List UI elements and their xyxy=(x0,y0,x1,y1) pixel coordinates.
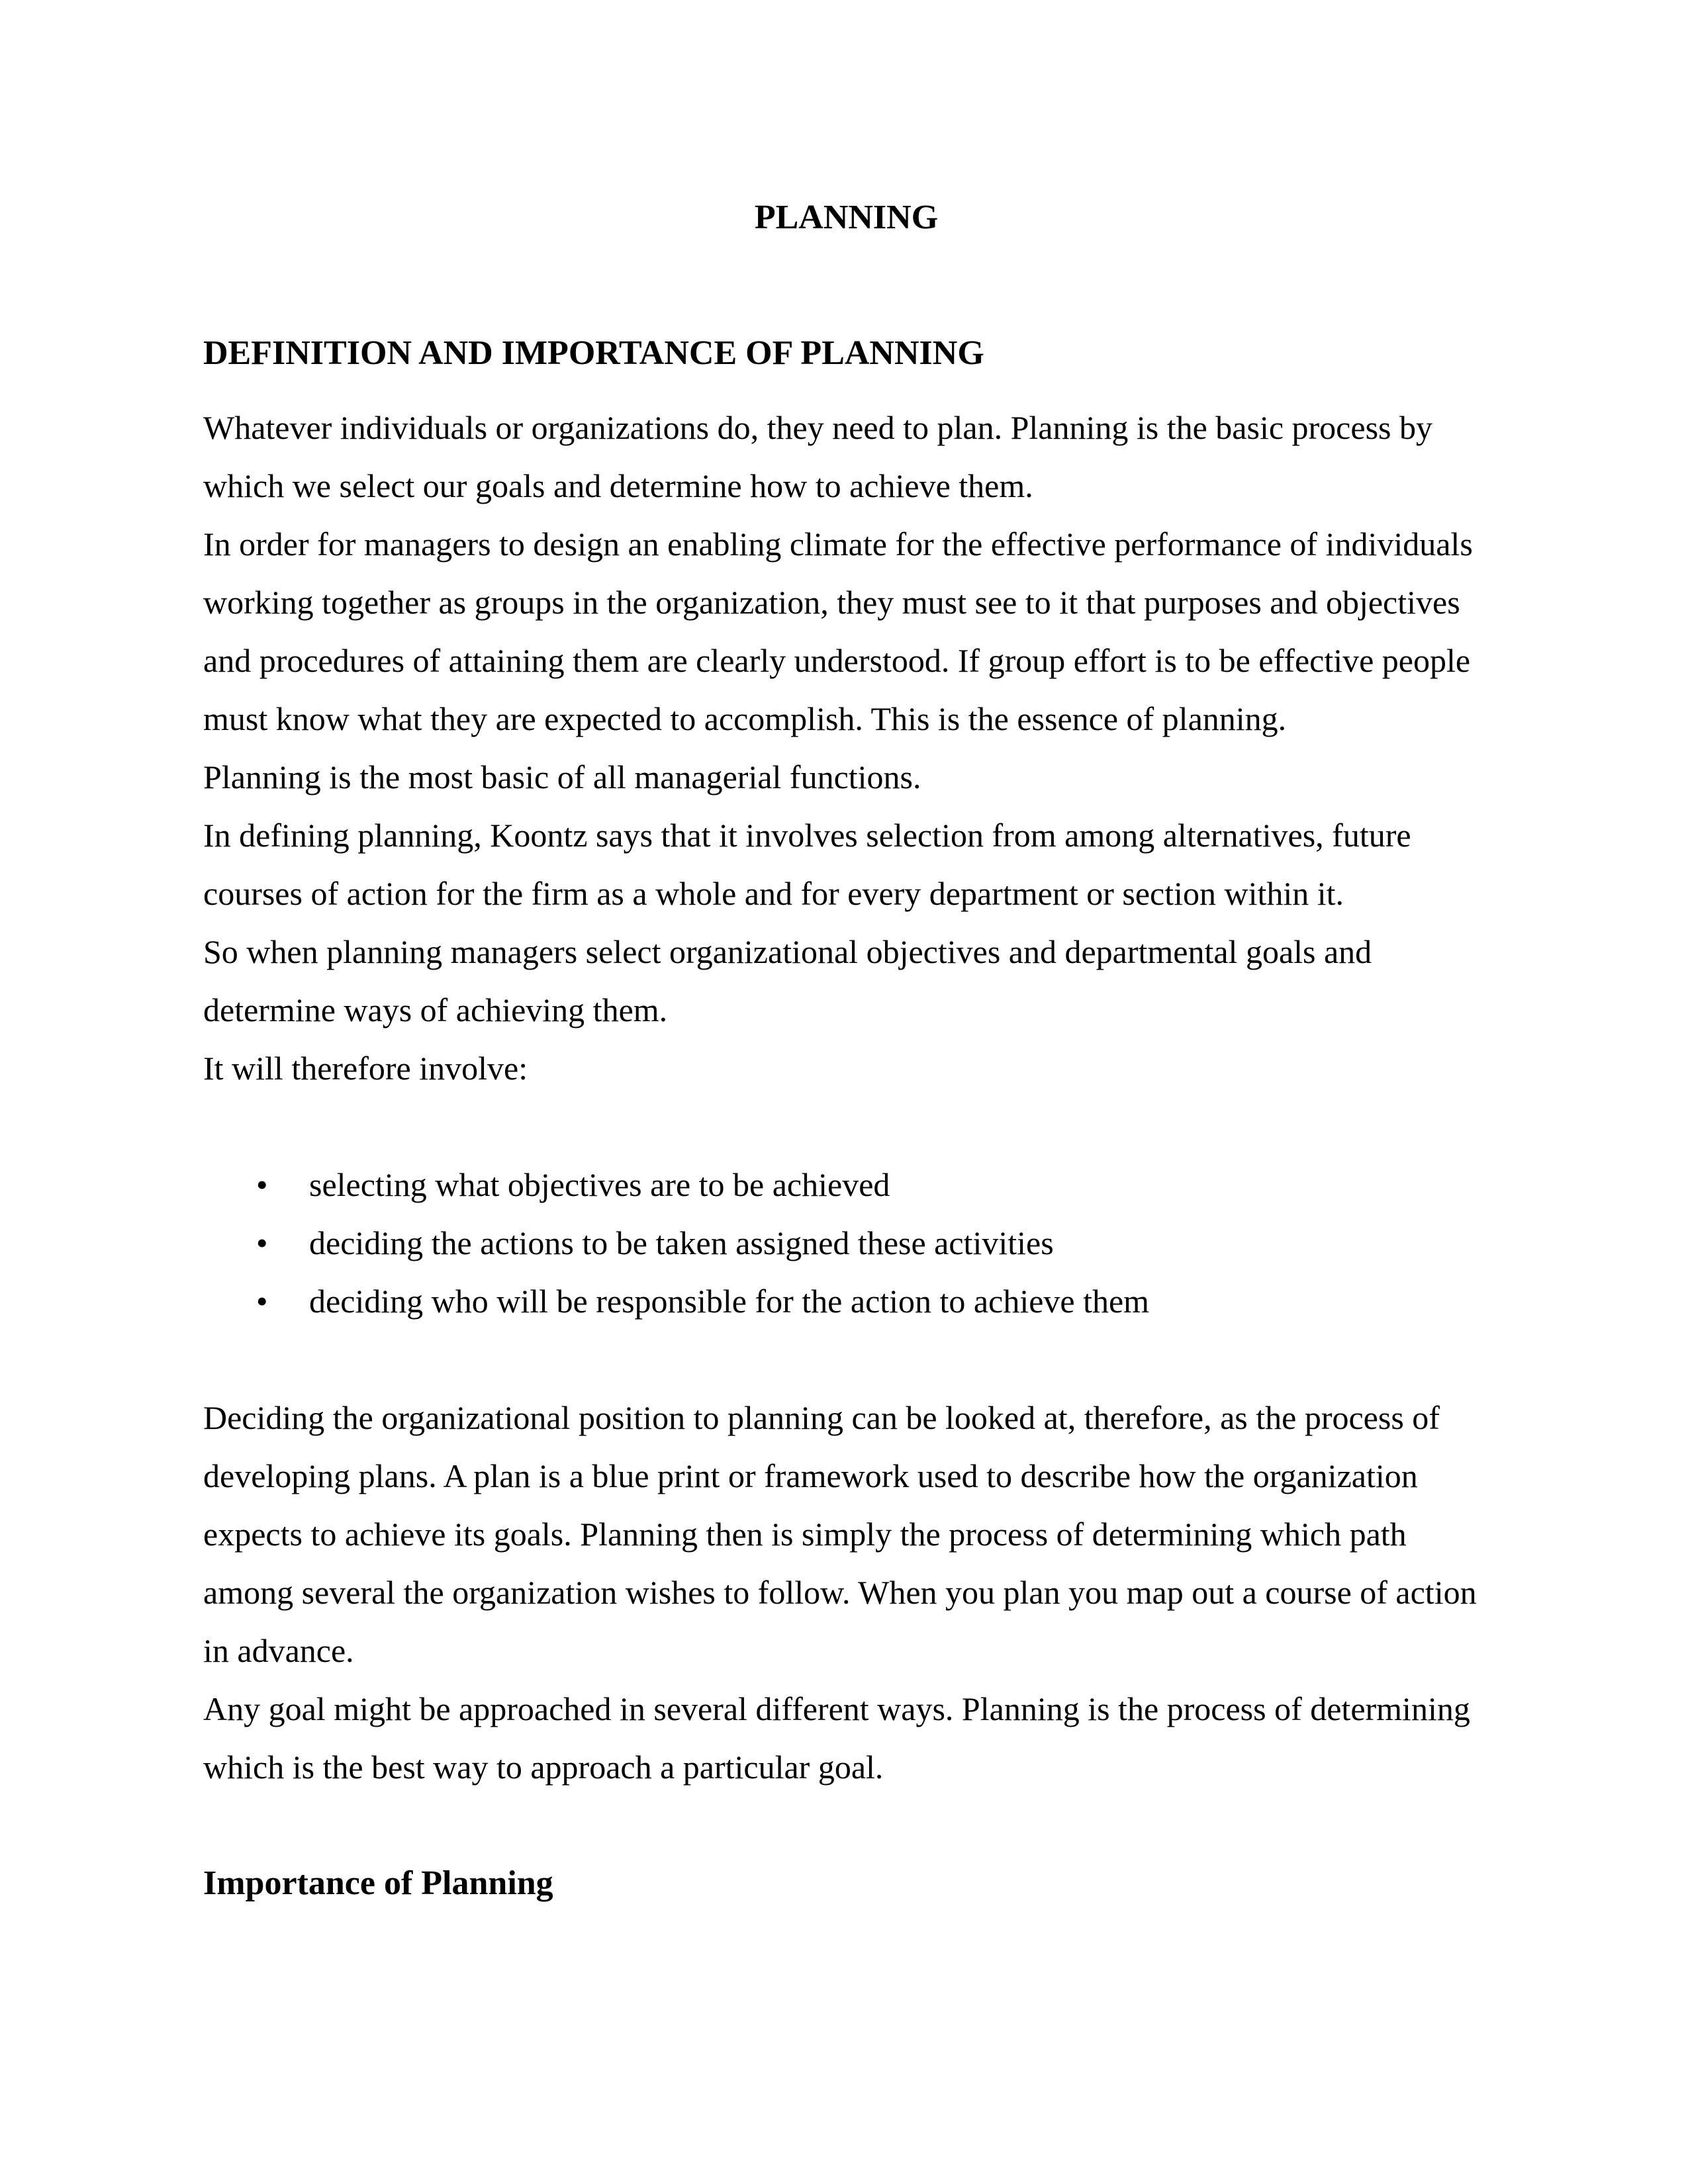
paragraph xyxy=(203,515,1489,748)
text-line: in advance. xyxy=(203,1632,354,1669)
text-line: It will therefore involve: xyxy=(203,1050,528,1087)
text-line: Whatever individuals or organizations do, they need to plan. Planning is the basic process by xyxy=(203,409,1432,446)
bullet-item xyxy=(203,1272,1489,1330)
bullet-icon: • xyxy=(256,1283,268,1320)
bullet-item-text: selecting what objectives are to be achieved xyxy=(309,1166,890,1203)
bullet-icon: • xyxy=(256,1166,268,1203)
text-line: which is the best way to approach a particular goal. xyxy=(203,1749,884,1786)
text-line: among several the organization wishes to follow. When you plan you map out a course of action xyxy=(203,1574,1477,1611)
paragraph xyxy=(203,923,1489,1039)
bullet-icon: • xyxy=(256,1224,268,1261)
paragraph xyxy=(203,398,1489,515)
bullet-list xyxy=(203,1156,1489,1330)
closing-heading: Importance of Planning xyxy=(203,1864,553,1902)
section-heading: DEFINITION AND IMPORTANCE OF PLANNING xyxy=(203,334,984,372)
text-line: working together as groups in the organization, they must see to it that purposes and objectives xyxy=(203,584,1460,621)
text-line: Planning is the most basic of all managerial functions. xyxy=(203,758,921,796)
text-line: determine ways of achieving them. xyxy=(203,991,668,1028)
bullet-item-text: deciding the actions to be taken assigned these activities xyxy=(309,1224,1054,1261)
text-line: In defining planning, Koontz says that it involves selection from among alternatives, future xyxy=(203,817,1411,854)
text-line: Deciding the organizational position to planning can be looked at, therefore, as the process of xyxy=(203,1399,1440,1436)
paragraph xyxy=(203,806,1489,923)
paragraph xyxy=(203,748,1489,806)
text-line: In order for managers to design an enabling climate for the effective performance of individuals xyxy=(203,525,1473,563)
document-title: PLANNING xyxy=(754,199,939,236)
bullet-item-text: deciding who will be responsible for the action to achieve them xyxy=(309,1283,1150,1320)
bullet-item xyxy=(203,1214,1489,1272)
bullet-item xyxy=(203,1156,1489,1214)
text-line: expects to achieve its goals. Planning then is simply the process of determining which path xyxy=(203,1516,1407,1553)
text-line: and procedures of attaining them are clearly understood. If group effort is to be effective people xyxy=(203,642,1471,679)
paragraph xyxy=(203,1039,1489,1097)
text-line: So when planning managers select organizational objectives and departmental goals and xyxy=(203,933,1372,970)
text-line: must know what they are expected to accomplish. This is the essence of planning. xyxy=(203,700,1287,737)
paragraph xyxy=(203,1680,1489,1796)
paragraph xyxy=(203,1388,1489,1680)
text-line: courses of action for the firm as a whole and for every department or section within it. xyxy=(203,875,1344,912)
text-line: developing plans. A plan is a blue print or framework used to describe how the organization xyxy=(203,1457,1418,1494)
text-line: which we select our goals and determine how to achieve them. xyxy=(203,467,1033,504)
text-line: Any goal might be approached in several different ways. Planning is the process of determining xyxy=(203,1690,1470,1727)
